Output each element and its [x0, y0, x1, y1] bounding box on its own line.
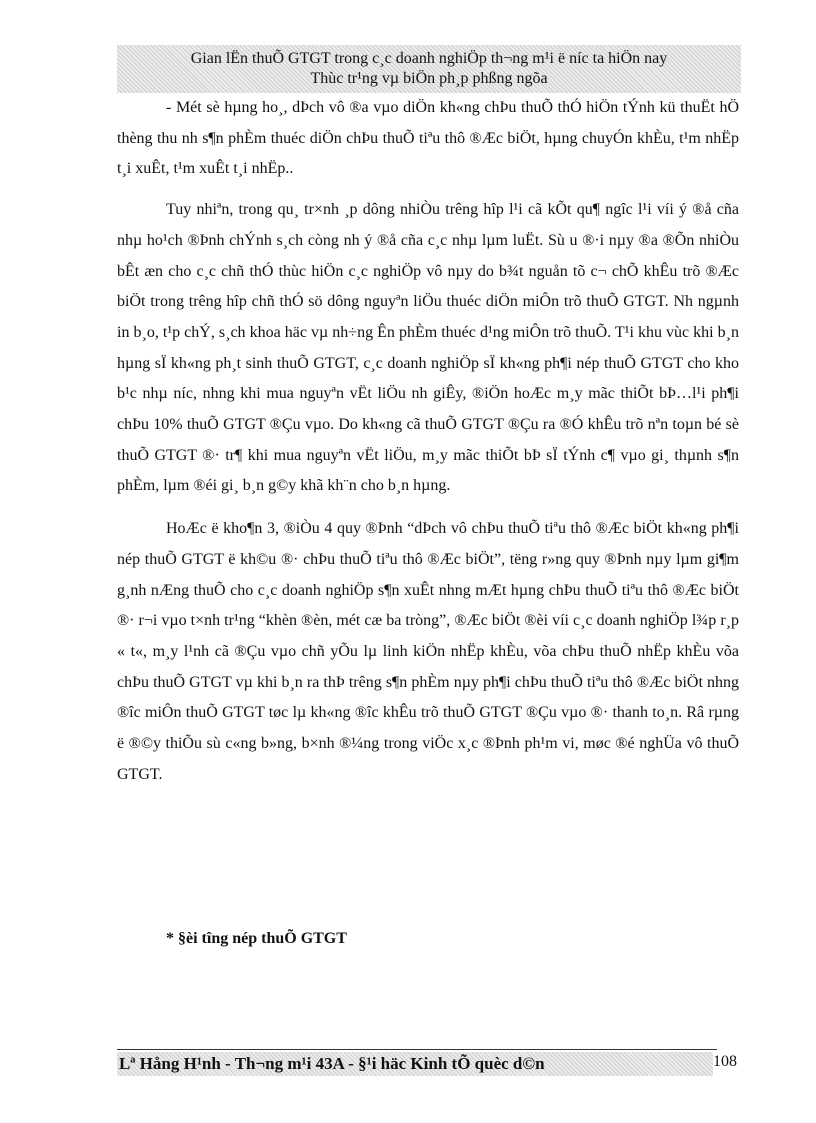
section-heading: * §èi tîng nép thuÕ GTGT — [166, 930, 347, 947]
page-number: 108 — [713, 1053, 737, 1070]
paragraph: - Mét sè hµng ho¸, dÞch vô ®a vµo diÖn kh«ng chÞu thuÕ thÓ hiÖn tÝnh kü thuËt hÖ thèng thu nh s¶n phÈm thuéc diÖn chÞu thuÕ tiªu thô ®Æc biÖt, hµng chuyÓn khÈu, t¹m nhËp t¸i xuÊt, t¹m xuÊt t¸i nhËp.. — [117, 99, 739, 178]
body-text — [117, 93, 739, 802]
page-header — [117, 45, 741, 93]
footer-divider — [117, 1049, 717, 1050]
header-subtitle: Thùc tr¹ng vµ biÖn ph¸p phßng ngõa — [310, 70, 548, 87]
paragraph: Tuy nhiªn, trong qu¸ tr×nh ¸p dông nhiÒu trêng hîp l¹i cã kÕt qu¶ ngîc l¹i víi ý ®å cña nhµ ho¹ch ®Þnh chÝnh s¸ch còng nh ý ®å cña c¸c nhµ lµm luËt. Sù u ®·i nµy ®a ®Õn nhiÒu bÊt æn cho c¸c chñ thÓ thùc hiÖn c¸c nghiÖp vô nµy do b¾t nguån tõ c¬ chÕ khÊu trõ ®Æc biÖt trong trêng hîp chñ thÓ sö dông nguyªn liÖu thuéc diÖn miÔn trõ thuÕ GTGT. Nh ngµnh in b¸o, t¹p chÝ, s¸ch khoa häc vµ nh÷ng Ên phÈm thuéc d¹ng miÔn trõ thuÕ. T¹i khu vùc khi b¸n hµng sÏ kh«ng ph¸t sinh thuÕ GTGT, c¸c doanh nghiÖp sÏ kh«ng ph¶i nép thuÕ GTGT cho kho b¹c nhµ níc, nhng khi mua nguyªn vËt liÖu nh giÊy, ®iÖn hoÆc m¸y mãc thiÕt bÞ…l¹i ph¶i chÞu 10% thuÕ GTGT ®Çu vµo. Do kh«ng cã thuÕ GTGT ®Çu ra ®Ó khÊu trõ nªn toµn bé sè thuÕ GTGT ®· tr¶ khi mua nguyªn vËt liÖu, m¸y mãc thiÕt bÞ sÏ tÝnh c¶ vµo gi¸ thµnh s¶n phÈm, lµm ®éi gi¸ b¸n g©y khã kh¨n cho b¸n hµng. — [117, 201, 739, 495]
paragraph: HoÆc ë kho¶n 3, ®iÒu 4 quy ®Þnh “dÞch vô chÞu thuÕ tiªu thô ®Æc biÖt kh«ng ph¶i nép thuÕ GTGT ë kh©u ®· chÞu thuÕ tiªu thô ®Æc biÖt”, tëng r»ng quy ®Þnh nµy lµm gi¶m g¸nh nÆng thuÕ cho c¸c doanh nghiÖp s¶n xuÊt nhng mÆt hµng chÞu thuÕ tiªu thô ®Æc biÖt ®· r¬i vµo t×nh tr¹ng “khèn ®èn, mét cæ ba tròng”, ®Æc biÖt ®èi víi c¸c doanh nghiÖp l¾p r¸p « t«, m¸y l¹nh cã ®Çu vµo chñ yÕu lµ linh kiÖn nhËp khÈu, võa chÞu thuÕ nhËp khÈu võa chÞu thuÕ GTGT vµ khi b¸n ra thÞ trêng s¶n phÈm nµy ph¶i chÞu thuÕ tiªu thô ®Æc biÖt nhng ®îc miÔn thuÕ GTGT tøc lµ kh«ng ®îc khÊu trõ thuÕ GTGT ®Çu vµo ®· thanh to¸n. Râ rµng ë ®©y thiÕu sù c«ng b»ng, b×nh ®¼ng trong viÖc x¸c ®Þnh ph¹m vi, møc ®é nghÜa vô thuÕ GTGT. — [117, 520, 739, 783]
header-title: Gian lËn thuÕ GTGT trong c¸c doanh nghiÖp th¬ng m¹i ë níc ta hiÖn nay — [190, 50, 668, 67]
page-footer: Lª Hång H¹nh - Th¬ng m¹i 43A - §¹i häc Kinh tÕ quèc d©n — [117, 1052, 713, 1076]
